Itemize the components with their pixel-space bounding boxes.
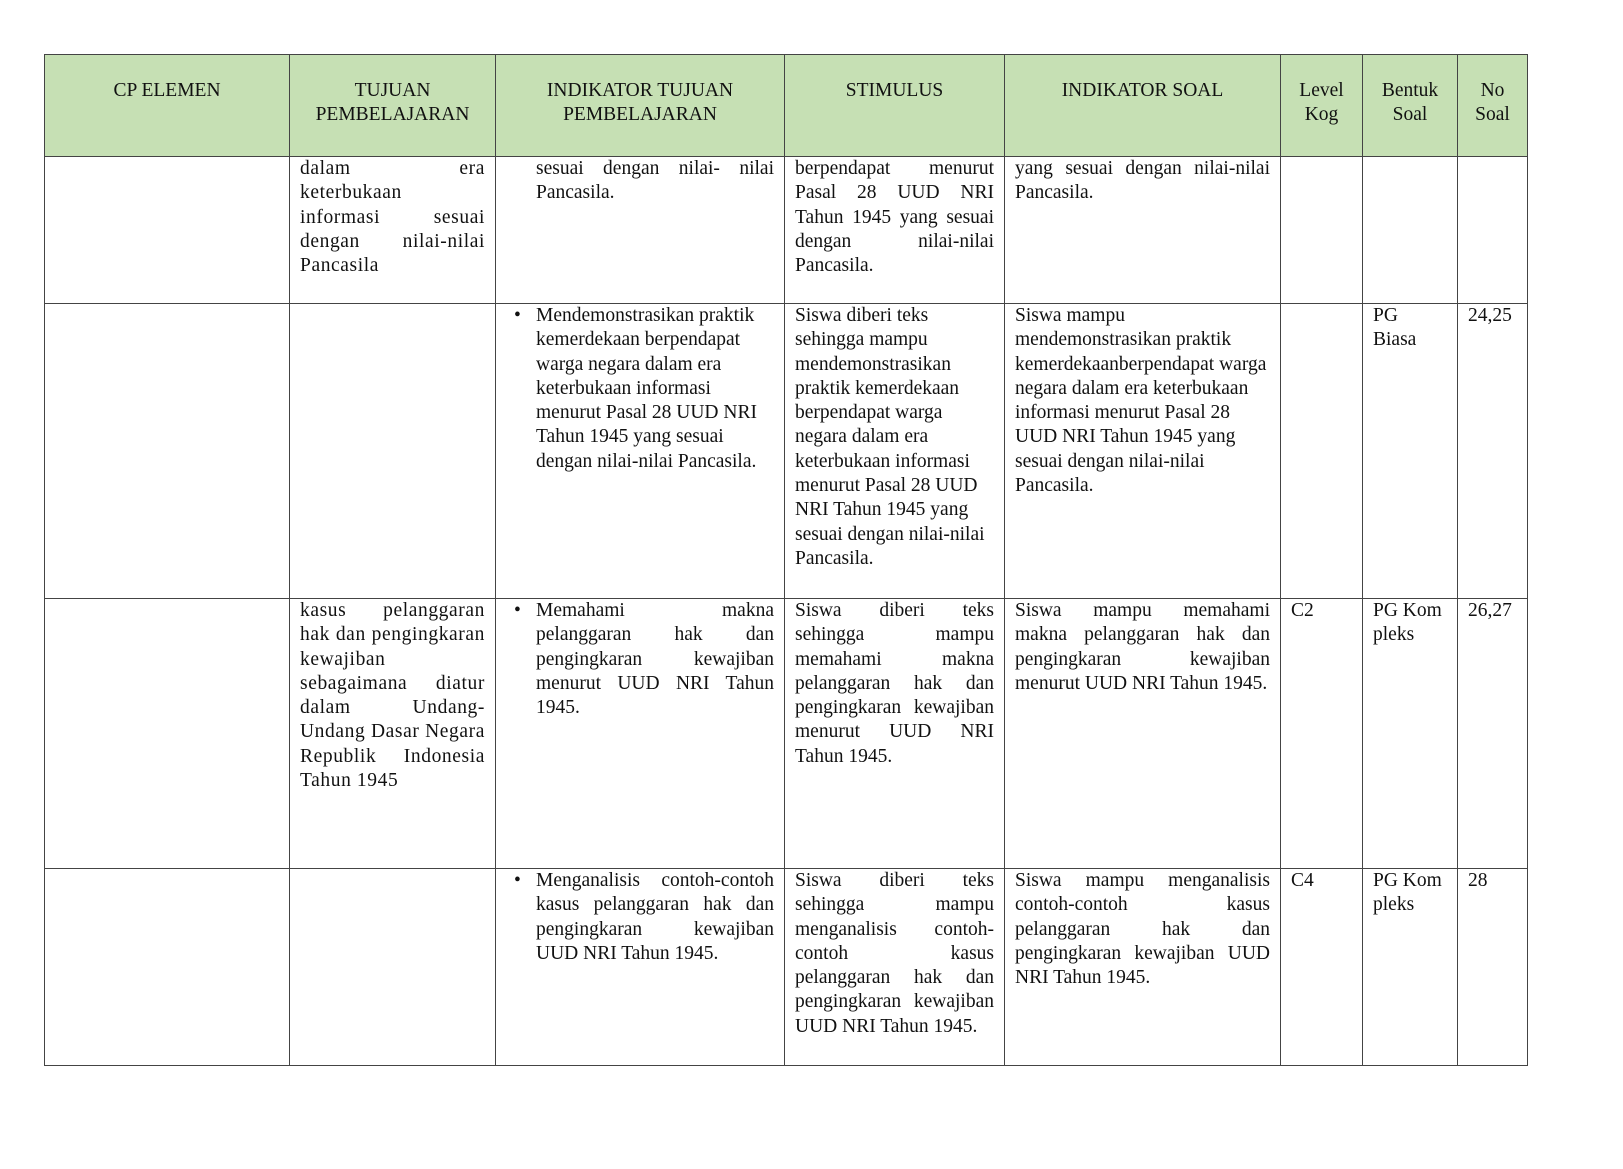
kisi-kisi-table xyxy=(44,54,1528,1066)
bullet-icon: • xyxy=(514,305,521,326)
cell-stimulus xyxy=(785,869,1005,1066)
indikator-tujuan-text: sesuai dengan nilai- nilai Pancasila. xyxy=(536,158,774,204)
cell-indikator-soal xyxy=(1005,869,1281,1066)
table-header-row xyxy=(45,55,1528,157)
cell-indikator-soal xyxy=(1005,157,1281,304)
cell-indikator-tujuan xyxy=(496,157,785,304)
cell-no-soal: 24,25 xyxy=(1458,304,1528,599)
cell-level-kog xyxy=(1281,157,1363,304)
bullet-icon: • xyxy=(514,870,521,891)
cell-level-kog: C2 xyxy=(1281,599,1363,869)
tujuan-text: dalam era keterbukaan informasi sesuai dengan nilai-nilai Pancasila xyxy=(300,158,485,277)
cell-tujuan xyxy=(290,157,496,304)
cell-stimulus xyxy=(785,599,1005,869)
indikator-tujuan-text: Menganalisis contoh-contoh kasus pelanggaran hak dan pengingkaran kewajiban UUD NRI Tahun 1945. xyxy=(536,870,774,964)
cell-level-kog: C4 xyxy=(1281,869,1363,1066)
header-indikator-soal: INDIKATOR SOAL xyxy=(1005,55,1281,157)
cell-indikator-tujuan xyxy=(496,869,785,1066)
cell-cp-elemen xyxy=(45,599,290,869)
header-indikator-tujuan: INDIKATOR TUJUAN PEMBELAJARAN xyxy=(496,55,785,157)
document-page xyxy=(44,54,1528,1066)
bullet-icon: • xyxy=(514,600,521,621)
stimulus-text: Siswa diberi teks sehingga mampu menganalisis contoh-contoh kasus pelanggaran hak dan pengingkaran kewajiban UUD NRI Tahun 1945. xyxy=(795,870,994,1037)
cell-cp-elemen xyxy=(45,304,290,599)
cell-no-soal xyxy=(1458,157,1528,304)
cell-indikator-soal xyxy=(1005,599,1281,869)
table-row xyxy=(45,304,1528,599)
cell-indikator-tujuan xyxy=(496,304,785,599)
cell-bentuk-soal xyxy=(1363,157,1458,304)
cell-bentuk-soal xyxy=(1363,599,1458,869)
indikator-soal-text: Siswa mampu menganalisis contoh-contoh kasus pelanggaran hak dan pengingkaran kewajiban UUD NRI Tahun 1945. xyxy=(1015,870,1270,989)
stimulus-text: Siswa diberi teks sehingga mampu mendemonstrasikan praktik kemerdekaan berpendapat warga negara dalam era keterbukaan informasi menurut Pasal 28 UUD NRI Tahun 1945 yang sesuai dengan nilai-nilai Pancasila. xyxy=(795,305,985,569)
cell-tujuan xyxy=(290,599,496,869)
stimulus-text: Siswa diberi teks sehingga mampu memahami makna pelanggaran hak dan pengingkaran kewajiban menurut UUD NRI Tahun 1945. xyxy=(795,600,994,767)
cell-cp-elemen xyxy=(45,869,290,1066)
cell-tujuan xyxy=(290,304,496,599)
cell-cp-elemen xyxy=(45,157,290,304)
cell-stimulus xyxy=(785,304,1005,599)
cell-stimulus xyxy=(785,157,1005,304)
cell-no-soal: 28 xyxy=(1458,869,1528,1066)
cell-tujuan xyxy=(290,869,496,1066)
indikator-tujuan-text: Memahami makna pelanggaran hak dan pengingkaran kewajiban menurut UUD NRI Tahun 1945. xyxy=(536,600,774,719)
tujuan-text: kasus pelanggaran hak dan pengingkaran kewajiban sebagaimana diatur dalam Undang-Undang Dasar Negara Republik Indonesia Tahun 1945 xyxy=(300,600,485,792)
table-row xyxy=(45,869,1528,1066)
cell-no-soal: 26,27 xyxy=(1458,599,1528,869)
header-tujuan-pembelajaran: TUJUAN PEMBELAJARAN xyxy=(290,55,496,157)
indikator-soal-text: Siswa mampu mendemonstrasikan praktik kemerdekaanberpendapat warga negara dalam era keterbukaan informasi menurut Pasal 28 UUD NRI Tahun 1945 yang sesuai dengan nilai-nilai Pancasila. xyxy=(1015,305,1267,497)
table-row xyxy=(45,599,1528,869)
cell-indikator-soal xyxy=(1005,304,1281,599)
bentuk-soal-text: PG Kompleks xyxy=(1373,870,1442,916)
header-bentuk-soal: Bentuk Soal xyxy=(1363,55,1458,157)
cell-bentuk-soal xyxy=(1363,869,1458,1066)
header-level-kog: Level Kog xyxy=(1281,55,1363,157)
cell-indikator-tujuan xyxy=(496,599,785,869)
cell-bentuk-soal xyxy=(1363,304,1458,599)
header-no-soal: No Soal xyxy=(1458,55,1528,157)
indikator-soal-text: Siswa mampu memahami makna pelanggaran hak dan pengingkaran kewajiban menurut UUD NRI Tahun 1945. xyxy=(1015,600,1270,694)
bentuk-soal-text: PG Biasa xyxy=(1373,305,1417,351)
header-stimulus: STIMULUS xyxy=(785,55,1005,157)
indikator-soal-text: yang sesuai dengan nilai-nilai Pancasila. xyxy=(1015,158,1270,204)
stimulus-text: berpendapat menurut Pasal 28 UUD NRI Tahun 1945 yang sesuai dengan nilai-nilai Pancasila. xyxy=(795,158,994,277)
table-row xyxy=(45,157,1528,304)
header-cp-elemen: CP ELEMEN xyxy=(45,55,290,157)
indikator-tujuan-text: Mendemonstrasikan praktik kemerdekaan berpendapat warga negara dalam era keterbukaan informasi menurut Pasal 28 UUD NRI Tahun 1945 yang sesuai dengan nilai-nilai Pancasila. xyxy=(536,305,757,472)
cell-level-kog xyxy=(1281,304,1363,599)
bentuk-soal-text: PG Kompleks xyxy=(1373,600,1442,646)
